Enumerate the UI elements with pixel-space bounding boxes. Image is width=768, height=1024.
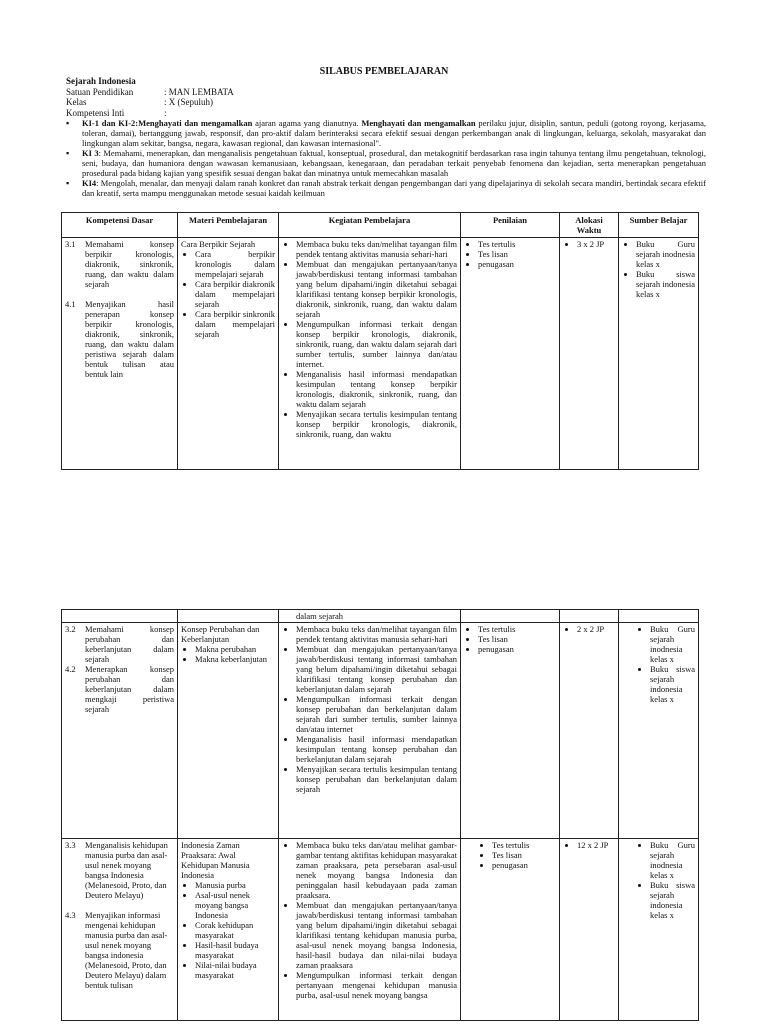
info-label: Kelas: [66, 97, 87, 107]
ki-item: ▪ KI4: Mengolah, menalar, dan menyaji dalam ranah konkret dan ranah abstrak terkait dengan pengembangan dari yang dipelajarinya di sekolah secara mandiri, bertindak secara efektif dan kreatif, serta mampu menggunakan metode sesuai kaidah keilmuan: [66, 178, 706, 198]
document-info: [66, 76, 706, 198]
materi-cell: Indonesia Zaman Praaksara: Awal Kehidupan Manusia Indonesia • Manusia purba • Asal-usul nenek moyang bangsa Indonesia • Corak kehidupan masyarakat • Hasil-hasil budaya masyarakat • Nilai-nilai budaya masyarakat: [178, 839, 279, 1021]
kd-cell: 3.1 Memahami konsep berpikir kronologis, diakronik, sinkronik, ruang, dan waktu dalam sejarah 4.1 Menyajikan hasil penerapan konsep berpikir kronologis, diakronik, sinkronik, ruang, dan waktu dalam peristiwa sejarah dalam bentuk tulisan atau bentuk lain: [62, 238, 178, 470]
info-value: :: [164, 107, 167, 118]
ki-item: ▪ KI-1 dan KI-2:Menghayati dan mengamalkan ajaran agama yang dianutnya. Menghayati dan mengamalkan perilaku jujur, disiplin, santun, peduli (gotong royong, kerjasama, toleran, damai), bertanggung jawab, responsif, dan pro-aktif dalam berinteraksi secara efektif sesuai dengan perkembangan anak di lingkungan, keluarga, sekolah, masyarakat dan lingkungan alam sekitar, bangsa, negara, kawasan regional, dan kawasan internasional".: [66, 118, 706, 148]
header-cell: Kegiatan Pembelajara: [279, 213, 461, 238]
sumber-cell: • Buku Guru sejarah inodnesia kelas x • Buku siswa sejarah indonesia kelas x: [619, 839, 699, 1021]
materi-cell: Cara Berpikir Sejarah • Cara berpikir kronologis dalam mempelajari sejarah • Cara berpikir diakronik dalam mempelajari sejarah • Cara berpikir sinkronik dalam mempelajari sejarah: [178, 238, 279, 470]
alokasi-cell: • 2 x 2 JP: [560, 623, 619, 839]
info-row: [66, 97, 706, 108]
ki-list: [66, 118, 706, 198]
alokasi-cell: • 12 x 2 JP: [560, 839, 619, 1021]
info-value: : X (Sepuluh): [164, 97, 213, 107]
document-title: SILABUS PEMBELAJARAN: [319, 66, 449, 77]
kegiatan-cell: • Membaca buku teks dan/melihat tayangan film pendek tentang aktivitas manusia sehari-hari • Membuat dan mengajukan pertanyaan/tanya jawab/berdiskusi tentang informasi tambahan yang belum dipahami/ingin diketahui sebagai klarifikasi tentang konsep berpikir kronologis, diakronik, sinkronik, ruang, dan waktu dalam sejarah • Mengumpulkan informasi terkait dengan konsep berpikir kronologis, diakronik, sinkronik, ruang, dan waktu dalam sejarah dari sumber tertulis, sumber lainnya dan/atau internet. • Menganalisis hasil informasi mendapatkan kesimpulan tentang konsep berpikir kronologis, diakronik, sinkronik, ruang, dan waktu dalam sejarah • Menyajikan secara tertulis kesimpulan tentang konsep berpikir kronologis, diakronik, sinkronik, ruang, dan waktu: [279, 238, 461, 470]
subject-name: Sejarah Indonesia: [66, 76, 136, 86]
info-row: [66, 87, 706, 98]
table-row: [62, 610, 699, 623]
header-cell: Materi Pembelajaran: [178, 213, 279, 238]
header-cell: Sumber Belajar: [619, 213, 699, 238]
alokasi-cell: • 3 x 2 JP: [560, 238, 619, 470]
header-cell: Penilaian: [461, 213, 560, 238]
table-row: [62, 839, 699, 1021]
info-row: [66, 108, 706, 119]
header-cell: Alokasi Waktu: [560, 213, 619, 238]
kd-cell: 3.3 Menganalisis kehidupan manusia purba dan asal-usul nenek moyang bangsa Indonesia (Melanesoid, Proto, dan Deutero Melayu) 4.3 Menyajikan informasi mengenai kehidupan manusia purba dan asal-usul nenek moyang bangsa indonesia (Melanesoid, Proto, dan Deutero Melayu) dalam bentuk tulisan: [62, 839, 178, 1021]
kegiatan-cell: dalam sejarah: [279, 610, 461, 623]
kegiatan-cell: • Membaca buku teks dan/atau melihat gambar-gambar tentang aktifitas kehidupan masyarakat zaman praaksara, peta persebaran asal-usul nenek moyang bangsa Indonesia dan peninggalan hasil kebudayaan pada zaman praaksara. • Membuat dan mengajukan pertanyaan/tanya jawab/berdiskusi tentang informasi tambahan yang belum dipahami/ingin diketahui sebagai klarifikasi tentang kehidupan manusia purba, asal-usul nenek moyang bangsa Indonesia, hasil-hasil budaya dan nilai-nilai budaya zaman praaksara • Mengumpulkan informasi terkait dengan pertanyaan mengenai kehidupan manusia purba, asal-usul nenek moyang bangsa: [279, 839, 461, 1021]
materi-cell: Konsep Perubahan dan Keberlanjutan • Makna perubahan • Makna keberlanjutan: [178, 623, 279, 839]
penilaian-cell: • Tes tertulis • Tes lisan • penugasan: [461, 839, 560, 1021]
syllabus-table-2: [61, 609, 699, 1021]
header-cell: Kompetensi Dasar: [62, 213, 178, 238]
table-row: [62, 623, 699, 839]
kd-cell: 3.2 Memahami konsep perubahan dan keberlanjutan dalam sejarah 4.2 Menerapkan konsep perubahan dan keberlanjutan dalam mengkaji peristiwa sejarah: [62, 623, 178, 839]
kegiatan-cell: • Membaca buku teks dan/melihat tayangan film pendek tentang aktivitas manusia sehari-hari • Membuat dan mengajukan pertanyaan/tanya jawab/berdiskusi tentang informasi tambahan yang belum dipahami/ingin diketahui sebagai klarifikasi tentang konsep perubahan dan keberlanjutan dalam sejarah • Mengumpulkan informasi terkait dengan konsep perubahan dan berkelanjutan dalam sejarah dari sumber tertulis, sumber lainnya dan/atau internet • Menganalisis hasil informasi mendapatkan kesimpulan tentang konsep perubahan dan berkelanjutan dalam sejarah • Menyajikan secara tertulis kesimpulan tentang konsep perubahan dan berkelanjutan dalam sejarah: [279, 623, 461, 839]
sumber-cell: • Buku Guru sejarah inodnesia kelas x • Buku siswa sejarah indonesia kelas x: [619, 623, 699, 839]
penilaian-cell: • Tes tertulis • Tes lisan • penugasan: [461, 623, 560, 839]
info-value: : MAN LEMBATA: [164, 86, 234, 97]
table-header-row: [62, 213, 699, 238]
info-label: Satuan Pendidikan: [66, 86, 134, 97]
penilaian-cell: • Tes tertulis • Tes lisan • penugasan: [461, 238, 560, 470]
info-label: Kompetensi Inti: [66, 107, 125, 118]
ki-item: ▪ KI 3: Memahami, menerapkan, dan menganalisis pengetahuan faktual, konseptual, prosedural, dan metakognitif berdasarkan rasa ingin tahunya tentang ilmu pengetahuan, teknologi, seni, budaya, dan humaniora dengan wawasan kemanusiaan, kebangsaan, kenegaraan, dan peradaban terkait penyebab fenomena dan kejadian, serta menerapkan pengetahuan prosedural pada bidang kajian yang spesifik sesuai dengan bakat dan minatnya untuk memecahkan masalah: [66, 148, 706, 178]
syllabus-table-1: [61, 212, 699, 470]
table-row: [62, 238, 699, 470]
sumber-cell: • Buku Guru sejarah inodnesia kelas x • Buku siswa sejarah indonesia kelas x: [619, 238, 699, 470]
